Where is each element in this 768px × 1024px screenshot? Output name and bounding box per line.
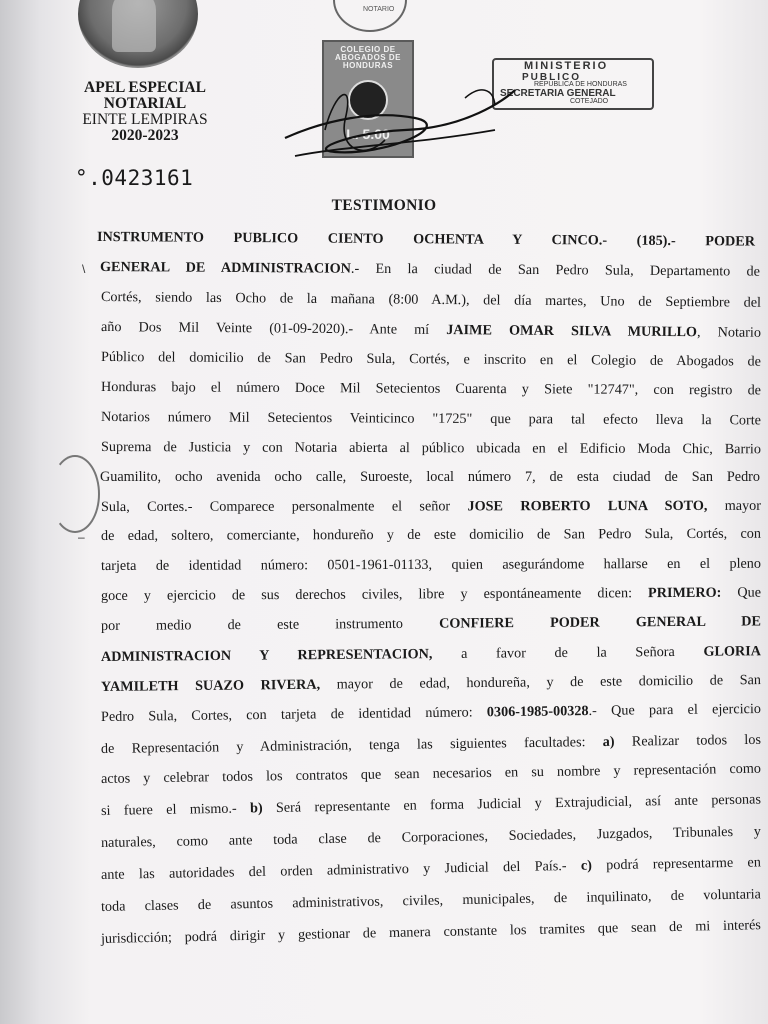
mp-stamp-line2: PUBLICO [522, 72, 581, 83]
text-run: Cortés, siendo las Ocho de la mañana (8:00 A.M.), del día martes, Uno de Septiembre del [100, 289, 762, 311]
document-title: TESTIMONIO [331, 197, 437, 214]
mp-stamp-line4: SECRETARIA GENERAL [500, 88, 616, 99]
text-run: Sula, Cortes.- Comparece personalmente el señor [100, 498, 468, 515]
bold-text-run: c) [580, 857, 593, 874]
bold-text-run: YAMILETH SUAZO RIVERA, [100, 676, 321, 695]
text-run: Pedro Sula, Cortes, con tarjeta de identidad número: [100, 704, 487, 725]
mp-stamp-line5: COTEJADO [570, 98, 609, 105]
fiscal-stamp-value: L. 5.00 [346, 126, 390, 142]
text-run: a favor de la Señora [432, 643, 704, 663]
text-run: ante las autoridades del orden administrativo y Judicial del País.- [100, 857, 582, 883]
text-run: podrá representarme en [591, 854, 762, 874]
paper-label-line3: EINTE LEMPIRAS [82, 111, 208, 128]
text-run: .- Que para el ejercicio [588, 700, 762, 720]
bold-text-run: CONFIERE PODER GENERAL DE [439, 613, 762, 632]
bold-text-run: a) [602, 733, 615, 750]
text-run: goce y ejercicio de sus derechos civiles, libre y espontáneamente dicen: [100, 585, 649, 604]
text-run: toda clases de asuntos administrativos, civiles, municipales, de inquilinato, de voluntaria [100, 886, 762, 915]
document-line [101, 497, 761, 516]
serial-number: °.0423161 [75, 166, 194, 190]
text-run: jurisdicción; podrá dirigir y gestionar de manera constante los tramites que sean de mi interés [100, 917, 762, 947]
seal-statue-figure [112, 0, 156, 52]
fiscal-stamp-header: COLEGIO DE ABOGADOS DE HONDURAS [335, 45, 401, 70]
text-run: año Dos Mil Veinte (01-09-2020).- Ante mí [100, 319, 447, 339]
mp-stamp-line1: MINISTERIO [524, 60, 609, 72]
text-run: tarjeta de identidad número: 0501-1961-01133, quien asegurándome hallarse en el pleno [100, 555, 762, 574]
bold-text-run: GLORIA [703, 643, 762, 660]
text-run: Suprema de Justicia y con Notaria abierta al público ubicada en el Edificio Moda Chic, Barrio [100, 439, 762, 458]
margin-mark: \ [82, 262, 86, 276]
text-run: Honduras bajo el número Doce Mil Setecientos Cuarenta y Siete "12747", con registro de [100, 379, 762, 399]
bold-text-run: b) [249, 800, 263, 817]
bold-text-run: INSTRUMENTO PUBLICO CIENTO OCHENTA Y CINCO.- (185).- PODER [96, 229, 756, 250]
stamped-paper-label [75, 80, 215, 144]
text-run: actos y celebrar todos los contratos que sean necesarios en su nombre y representación como [100, 760, 762, 787]
bold-text-run: ADMINISTRACION Y REPRESENTACION, [100, 646, 433, 665]
text-run: Realizar todos los [614, 731, 762, 750]
margin-mark: – [78, 530, 85, 544]
bold-text-run: JOSE ROBERTO LUNA SOTO, [467, 497, 708, 515]
document-line [101, 378, 761, 399]
document-line [101, 438, 761, 458]
mp-stamp-line3: REPUBLICA DE HONDURAS [534, 81, 627, 88]
text-run: por medio de este instrumento [100, 615, 440, 634]
text-run: Será representante en forma Judicial y Extrajudicial, así ante personas [262, 791, 762, 817]
text-run: , Notario [696, 324, 762, 341]
text-run: Guamilito, ocho avenida ocho calle, Suroeste, local número 7, de esta ciudad de San Pedro [100, 469, 760, 485]
handwritten-signature [265, 60, 525, 180]
text-run: Notarios número Mil Setecientos Veinticinco "1725" que para tal efecto lleva la Corte [100, 409, 762, 429]
text-run: si fuere el mismo.- [100, 800, 251, 819]
paper-label-line1: APEL ESPECIAL [84, 79, 206, 96]
text-run: mayor de edad, hondureña, y de este domicilio de San [320, 672, 762, 693]
document-line [101, 584, 761, 605]
document-line [100, 468, 760, 486]
bold-text-run: GENERAL DE ADMINISTRACION [99, 259, 352, 277]
text-run: mayor [707, 497, 762, 514]
document-line [101, 408, 761, 429]
paper-label-line2: NOTARIAL [103, 95, 187, 112]
bold-text-run: PRIMERO: [647, 584, 722, 602]
text-run: Público del domicilio de San Pedro Sula, Cortés, e inscrito en el Colegio de Abogados de [100, 349, 762, 370]
side-round-stamp [50, 455, 100, 533]
bold-text-run: 0306-1985-00328 [486, 703, 589, 721]
text-run: de edad, soltero, comerciante, hondureño y de este domicilio de San Pedro Sula, Cortés, con [100, 525, 762, 544]
document-line [101, 525, 761, 545]
document-line [101, 555, 761, 575]
text-run: Que [721, 584, 762, 601]
text-run: de Representación y Administración, tenga las siguientes facultades: [100, 733, 603, 757]
text-run: naturales, como ante toda clase de Corporaciones, Sociedades, Juzgados, Tribunales y [100, 823, 762, 851]
round-stamp-top: NOTARIO [333, 0, 407, 32]
bold-text-run: JAIME OMAR SILVA MURILLO [446, 322, 698, 341]
paper-label-line4: 2020-2023 [111, 127, 179, 144]
text-run: .- En la ciudad de San Pedro Sula, Departamento de [350, 260, 761, 280]
